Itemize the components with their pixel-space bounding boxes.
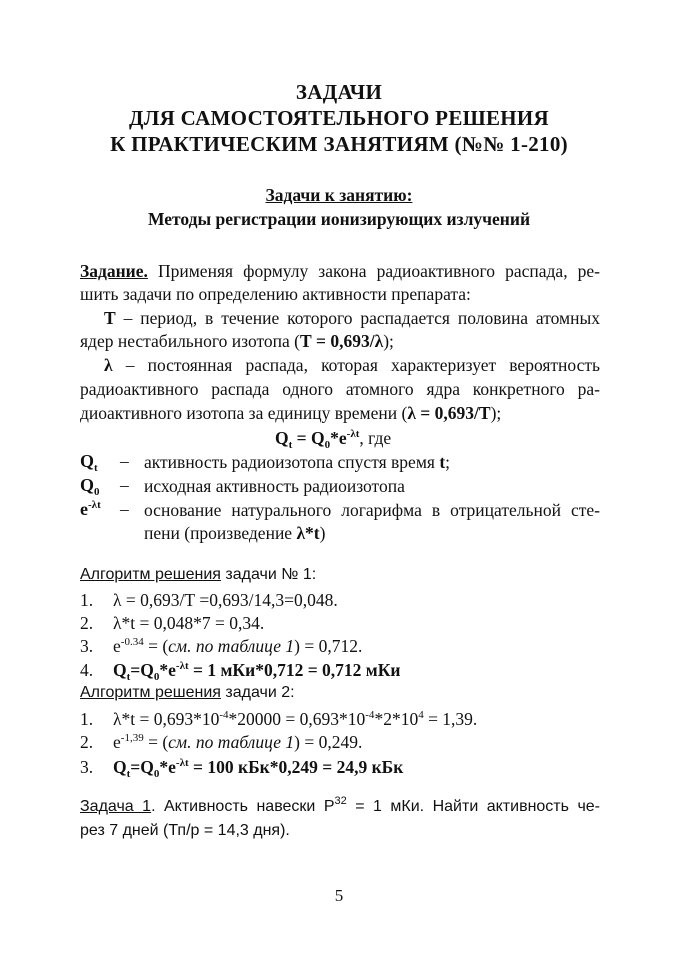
lambda-line-3: диоактивного изотопа за единицу времени (λ = 0,693/Т); [80,403,502,423]
heading-line-1: ЗАДАЧИ [295,80,383,104]
alg2-step-number: 3. [80,757,94,777]
def-text-q0: исходная активность радиоизотопа [144,476,405,496]
task1-line-1: Задача 1. Активность навески $Р^{32} = 1$ мКи. Найти активность че- [80,795,601,815]
algorithm1-heading: Алгоритм решения задачи № 1: [80,566,317,583]
alg2-step-2: $e^{-1,39} = (см$. по таблице 1) = 0,249. [113,732,363,752]
alg1-step-2: λ*t = 0,048*7 = 0,34. [113,613,265,633]
alg2-step-number: 2. [80,732,94,752]
period-line-2: ядер нестабильного изотопа (Т = 0,693/λ); [80,331,394,351]
assignment-line-1: Задание. Применяя формулу закона радиоактивного распада, ре- [80,261,600,281]
assignment-line-2: шить задачи по определению активности препарата: [80,284,471,304]
def-dash: – [120,451,129,471]
main-formula: $Q_t = Q_0*e^{-\lambda t}$, где [275,428,392,451]
algorithm2-heading: Алгоритм решения задачи 2: [80,684,295,701]
heading-line-3: К ПРАКТИЧЕСКИМ ЗАНЯТИЯМ (№№ 1-210) [110,132,568,156]
alg1-step-number: 1. [80,590,94,610]
alg1-step-number: 2. [80,613,94,633]
def-dash: – [120,499,129,519]
def-text-e: основание натурального логарифма в отрицательной сте- [144,500,600,520]
assignment-label: Задание. [80,261,148,281]
def-symbol-q0: $Q_0$ [80,475,100,498]
alg2-step-3: $Q_t=Q_0*e^{-\lambda t} = 100$ кБк*0,249 = 24,9 кБк [113,757,404,780]
heading-line-2: ДЛЯ САМОСТОЯТЕЛЬНОГО РЕШЕНИЯ [128,106,550,130]
def-symbol-qt: $Q_t$ [80,451,98,474]
def-text-e-cont: пени (произведение λ*t) [144,523,326,543]
alg1-step-3: $e^{-0.34} = (см$. по таблице 1) = 0,712. [113,636,363,656]
lesson-topic: Методы регистрации ионизирующих излучений [147,209,531,229]
task1-line-2: рез 7 дней (Тп/р = 14,3 дня). [80,822,290,839]
period-line-1: Т – период, в течение которого распадается половина атомных [104,308,600,328]
def-symbol-e: $e^{-\lambda t}$ [80,499,101,519]
alg1-step-4: $Q_t=Q_0*e^{-\lambda t} = 1$ мКи*0,712 = 0,712 мКи [113,660,401,683]
def-text-qt: активность радиоизотопа спустя время t; [144,452,451,472]
alg2-step-number: 1. [80,709,94,729]
alg1-step-number: 3. [80,636,94,656]
lambda-line-2: радиоактивного распада одного атомного ядра конкретного ра- [80,379,600,399]
page-number: 5 [334,886,344,905]
alg1-step-number: 4. [80,660,94,680]
lambda-line-1: λ – постоянная распада, которая характеризует вероятность [104,355,600,375]
alg2-step-1: $\lambda*t = 0,693*10^{-4}*20000 = 0,693*10^{-4}*2*10^4 = 1,39$. [113,709,478,729]
alg1-step-1: λ = 0,693/Т =0,693/14,3=0,048. [113,590,338,610]
def-dash: – [120,475,129,495]
lesson-label: Задачи к занятию: [265,185,413,205]
